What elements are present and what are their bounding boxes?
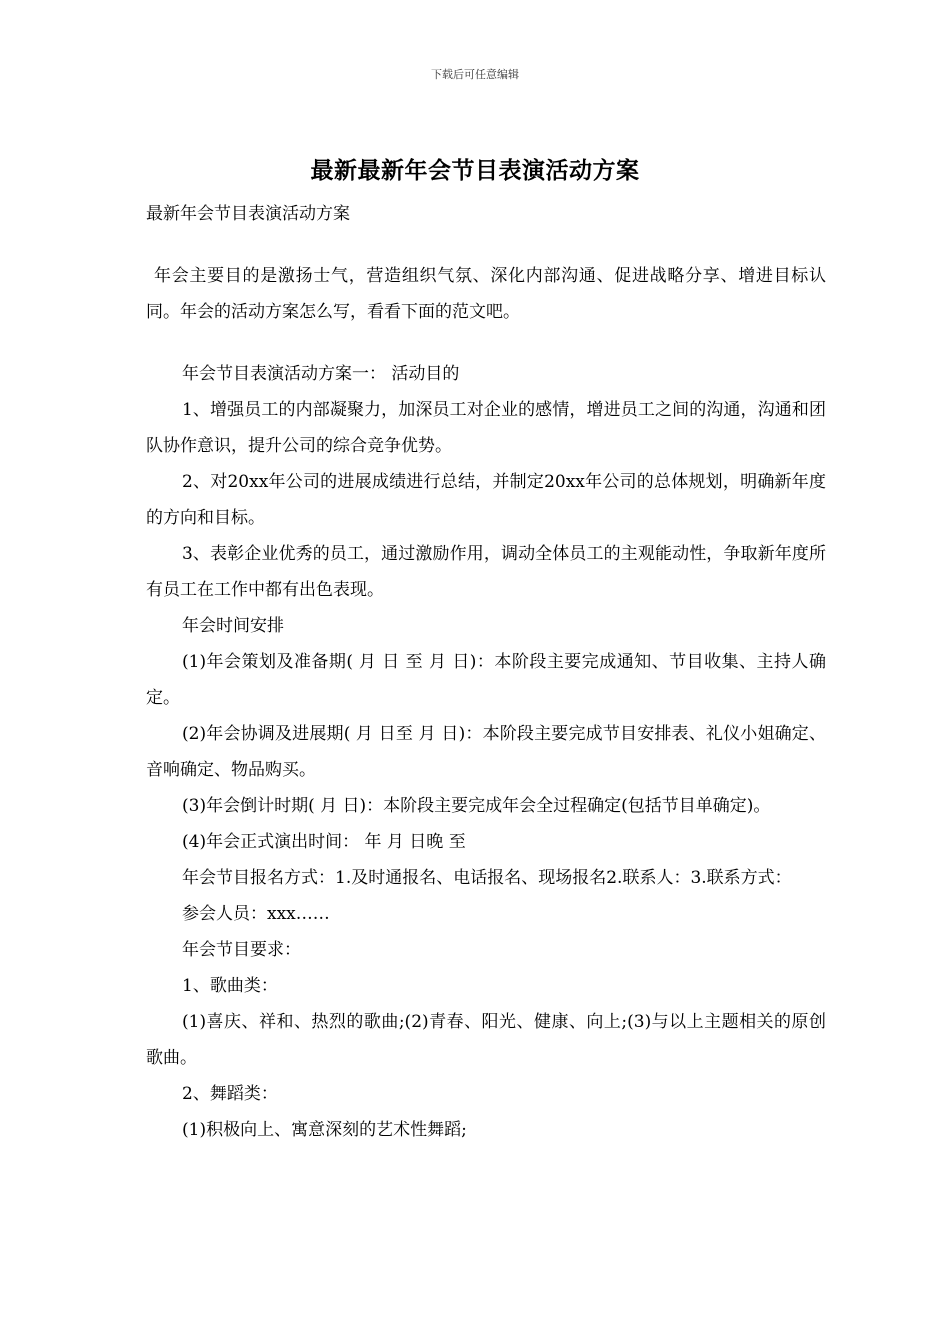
paragraph: (1)积极向上、寓意深刻的艺术性舞蹈; — [182, 1120, 467, 1140]
header-note: 下载后可任意编辑 — [431, 68, 519, 81]
paragraph: (3)年会倒计时期( 月 日)：本阶段主要完成年会全过程确定(包括节目单确定)。 — [182, 796, 771, 816]
spacer — [146, 330, 826, 356]
paragraph: 1、歌曲类： — [182, 976, 278, 996]
paragraph: 3、表彰企业优秀的员工，通过激励作用，调动全体员工的主观能动性，争取新年度所有员工在工作中都有出色表现。 — [146, 544, 826, 600]
spacer — [146, 232, 826, 258]
section-heading: 年会节目表演活动方案一： 活动目的 — [182, 364, 460, 384]
paragraph: (1)喜庆、祥和、热烈的歌曲;(2)青春、阳光、健康、向上;(3)与以上主题相关的原创歌曲。 — [146, 1012, 826, 1068]
paragraph: 2、对20xx年公司的进展成绩进行总结，并制定20xx年公司的总体规划，明确新年度的方向和目标。 — [146, 472, 826, 528]
document-title: 最新最新年会节目表演活动方案 — [310, 157, 640, 184]
paragraph: (2)年会协调及进展期( 月 日至 月 日)：本阶段主要完成节目安排表、礼仪小姐确定、音响确定、物品购买。 — [146, 724, 826, 780]
paragraph: (4)年会正式演出时间： 年 月 日晚 至 — [182, 832, 466, 852]
paragraph: 年会节目报名方式：1.及时通报名、电话报名、现场报名2.联系人：3.联系方式： — [182, 868, 792, 888]
paragraph: 2、舞蹈类： — [182, 1084, 278, 1104]
document-body — [146, 196, 826, 1148]
paragraph: 参会人员：xxx…… — [182, 904, 330, 924]
document-subtitle: 最新年会节目表演活动方案 — [146, 204, 350, 224]
intro-paragraph: 年会主要目的是激扬士气，营造组织气氛、深化内部沟通、促进战略分享、增进目标认同。年会的活动方案怎么写，看看下面的范文吧。 — [146, 266, 826, 322]
section-heading: 年会时间安排 — [182, 616, 284, 636]
section-heading: 年会节目要求： — [182, 940, 301, 960]
paragraph: 1、增强员工的内部凝聚力，加深员工对企业的感情，增进员工之间的沟通，沟通和团队协作意识，提升公司的综合竞争优势。 — [146, 400, 826, 456]
paragraph: (1)年会策划及准备期( 月 日 至 月 日)：本阶段主要完成通知、节目收集、主持人确定。 — [146, 652, 826, 708]
